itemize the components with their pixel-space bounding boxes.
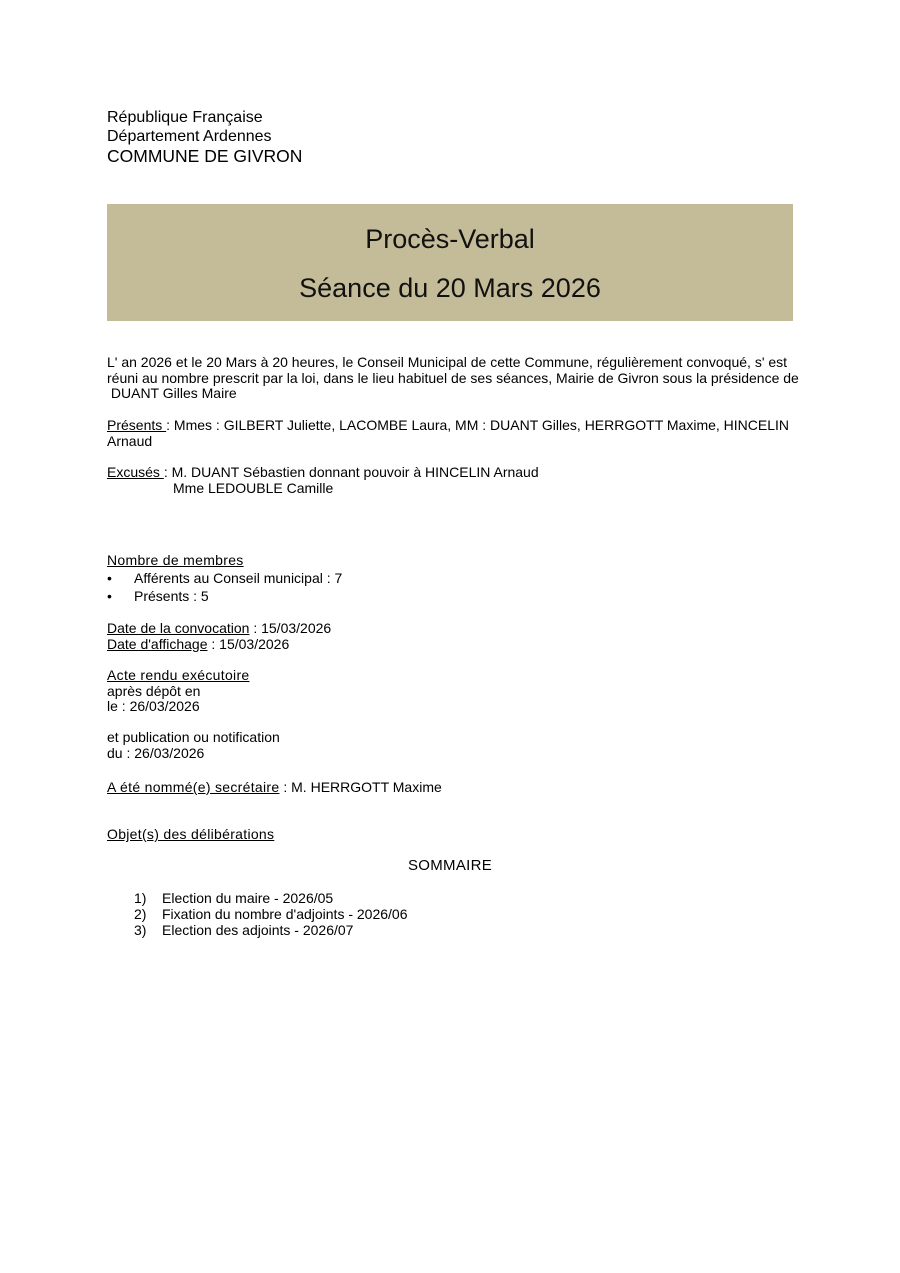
membres-afferents: Afférents au Conseil municipal : 7: [134, 570, 343, 586]
secretaire-label: A été nommé(e) secrétaire: [107, 779, 280, 795]
title-banner: [107, 204, 793, 321]
list-item: [0, 570, 900, 587]
presents-line: [107, 417, 789, 433]
executoire-depot: après dépôt en: [107, 683, 201, 699]
header-republique: République Française: [107, 109, 263, 126]
bullet-icon: •: [107, 570, 112, 586]
executoire-depot-date: le : 26/03/2026: [107, 698, 200, 714]
bullet-icon: •: [107, 588, 112, 604]
convocation-label: Date de la convocation: [107, 620, 250, 636]
presents-list: : Mmes : GILBERT Juliette, LACOMBE Laura, MM : DUANT Gilles, HERRGOTT Maxime, HINCELIN: [166, 417, 790, 433]
excuses-line: [107, 464, 539, 480]
objets-title: Objet(s) des délibérations: [107, 826, 275, 842]
excuses-list: : M. DUANT Sébastien donnant pouvoir à HINCELIN Arnaud: [163, 464, 539, 480]
deliberation-item: Fixation du nombre d'adjoints - 2026/06: [162, 906, 408, 922]
affichage-label: Date d'affichage: [107, 636, 208, 652]
excuses-continuation: Mme LEDOUBLE Camille: [173, 480, 334, 496]
date-affichage: [107, 636, 289, 652]
convocation-value: : 15/03/2026: [249, 620, 332, 636]
date-convocation: [107, 620, 331, 636]
list-item: [0, 922, 900, 938]
list-item: [0, 588, 900, 605]
executoire-title: Acte rendu exécutoire: [107, 667, 250, 683]
membres-title: Nombre de membres: [107, 552, 244, 568]
list-item: [0, 906, 900, 922]
item-number: 2): [134, 906, 147, 922]
affichage-value: : 15/03/2026: [207, 636, 290, 652]
header-commune: COMMUNE DE GIVRON: [107, 146, 303, 166]
banner-title: Procès-Verbal: [365, 224, 535, 254]
secretaire-value: : M. HERRGOTT Maxime: [279, 779, 442, 795]
presents-continuation: Arnaud: [107, 433, 153, 449]
executoire-publication: et publication ou notification: [107, 729, 280, 745]
item-number: 1): [134, 890, 147, 906]
sommaire-title: SOMMAIRE: [407, 857, 493, 874]
header-departement: Département Ardennes: [107, 128, 272, 145]
excuses-label: Excusés: [107, 464, 164, 480]
secretaire-line: [107, 779, 442, 795]
item-number: 3): [134, 922, 147, 938]
membres-presents: Présents : 5: [134, 588, 209, 604]
presents-label: Présents: [107, 417, 167, 433]
deliberation-item: Election des adjoints - 2026/07: [162, 922, 354, 938]
intro-line-1: L' an 2026 et le 20 Mars à 20 heures, le Conseil Municipal de cette Commune, régulièrement convoqué, s' est: [107, 354, 788, 370]
list-item: [0, 890, 900, 906]
intro-line-3: DUANT Gilles Maire: [107, 385, 237, 401]
executoire-publication-date: du : 26/03/2026: [107, 745, 205, 761]
banner-subtitle: Séance du 20 Mars 2026: [299, 273, 601, 303]
deliberation-item: Election du maire - 2026/05: [162, 890, 334, 906]
intro-line-2: réuni au nombre prescrit par la loi, dans le lieu habituel de ses séances, Mairie de Givron sous la présidence de: [107, 370, 799, 386]
